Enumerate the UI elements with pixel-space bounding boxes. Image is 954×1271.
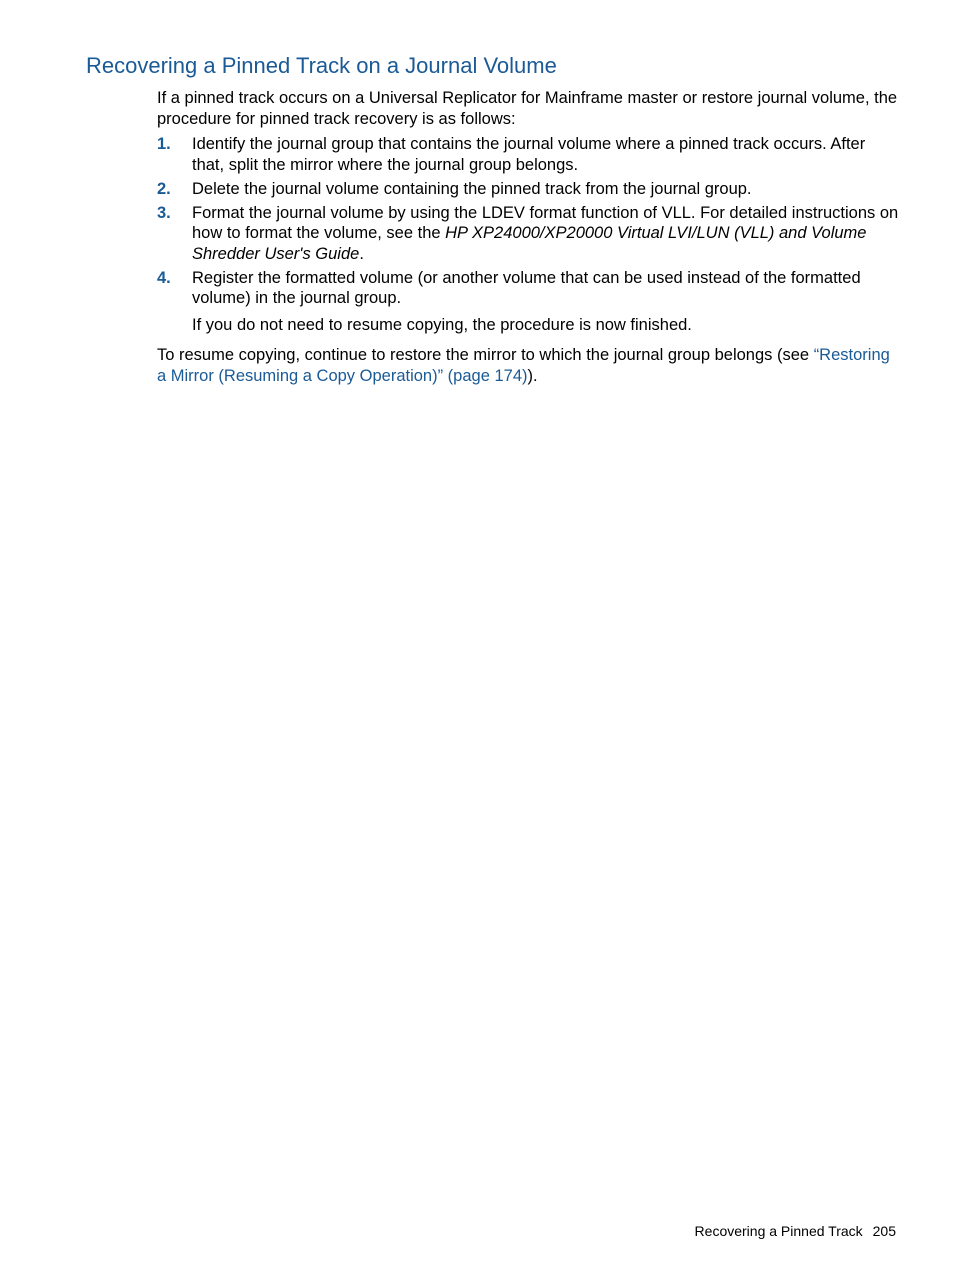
step-text: Identify the journal group that contains the journal volume where a pinned track occurs. After that, split the mirror where the journal group belongs. [192, 135, 866, 174]
page-number: 205 [872, 1223, 896, 1239]
resume-text: To resume copying, continue to restore the mirror to which the journal group belongs (see [157, 346, 814, 364]
body-content [157, 88, 899, 386]
page-footer [695, 1223, 896, 1239]
resume-paragraph [157, 345, 899, 386]
step-number: 3. [157, 203, 171, 222]
step-item [157, 203, 899, 265]
step-number: 1. [157, 135, 171, 153]
guide-title: HP XP24000/XP20000 Virtual LVI/LUN (VLL) and Volume Shredder User's Guide [192, 224, 867, 263]
step-text: Delete the journal volume containing the pinned track from the journal group. [192, 179, 752, 198]
step-number: 2. [157, 179, 171, 198]
procedure-steps [157, 134, 899, 335]
footer-section-title: Recovering a Pinned Track [694, 1223, 863, 1239]
section-heading: Recovering a Pinned Track on a Journal Volume [86, 53, 557, 78]
intro-paragraph: If a pinned track occurs on a Universal Replicator for Mainframe master or restore journal volume, the procedure for pinned track recovery is as follows: [157, 89, 898, 128]
step-text: Format the journal volume by using the LDEV format function of VLL. For detailed instructions on how to format the volume, see the [192, 203, 899, 242]
step-note: If you do not need to resume copying, the procedure is now finished. [192, 315, 692, 334]
restoring-mirror-link[interactable]: “Restoring a Mirror (Resuming a Copy Operation)” (page 174) [157, 346, 890, 385]
resume-text-end: ). [527, 366, 538, 385]
step-number: 4. [157, 268, 171, 287]
step-text: Register the formatted volume (or another volume that can be used instead of the formatted volume) in the journal group. [192, 268, 861, 307]
step-item [157, 268, 899, 336]
step-item [157, 134, 899, 175]
step-text-end: . [359, 244, 364, 263]
step-item [157, 179, 899, 200]
